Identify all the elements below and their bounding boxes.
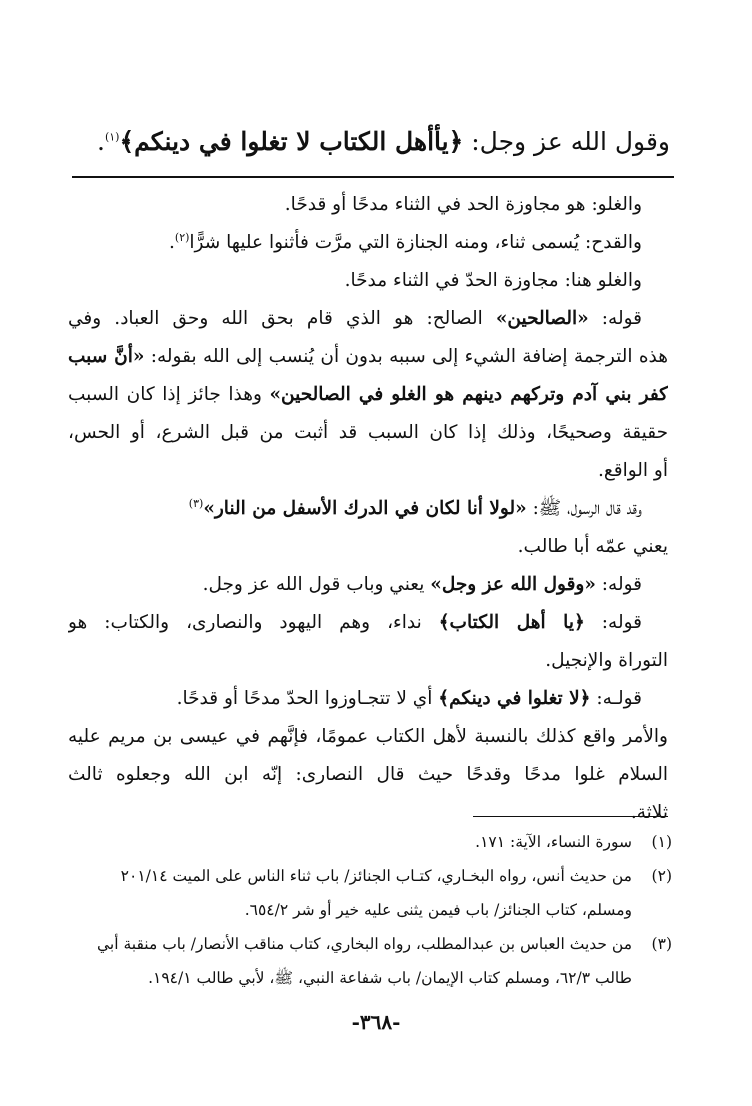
punctuation: .	[169, 232, 175, 253]
paragraph-line	[68, 566, 668, 604]
text-thalatha: ثلاثة.	[630, 802, 668, 823]
footnote-text: من حديث أنس، رواه البخـاري، كتـاب الجنائز/ باب ثناء الناس على الميت ٢٠١/١٤	[120, 867, 632, 885]
footnote-text: طالب ٦٢/٣، ومسلم كتاب الإيمان/ باب شفاعة النبي، ﷺ، لأبي طالب ١٩٤/١.	[148, 969, 632, 987]
paragraph-line	[68, 224, 668, 262]
text-rasul: وقد قال الرسول، ﷺ:	[526, 498, 642, 519]
footnote-2	[68, 859, 672, 893]
heading-lead: وقول الله عز وجل:	[463, 127, 670, 156]
heading-verse: ﴿يأأهل الكتاب لا تغلوا في دينكم﴾	[119, 127, 464, 156]
bold-quote-end: كفر بني آدم وتركهم دينهم هو الغلو في الصالحين»	[269, 384, 668, 405]
paragraph-line	[68, 338, 668, 376]
footnote-text: من حديث العباس بن عبدالمطلب، رواه البخاري، كتاب مناقب الأنصار/ باب منقبة أبي	[97, 935, 632, 953]
footnote-3	[68, 927, 672, 961]
bold-term-ahl-kitab: ﴿يا أهل الكتاب﴾	[438, 612, 585, 633]
text-abu-talib: يعني عمّه أبا طالب.	[517, 536, 668, 557]
paragraph-line	[68, 300, 668, 338]
footnote-2-cont	[68, 893, 672, 927]
text-tarjama: هذه الترجمة إضافة الشيء إلى سببه بدون أن يُنسب إلى الله بقوله:	[144, 346, 668, 367]
text-qawluh: قوله:	[584, 612, 642, 633]
paragraph-line	[68, 756, 668, 794]
bold-quote-start: «أنَّ سبب	[68, 346, 145, 367]
text-ghuluw-here: والغلو هنا: مجاوزة الحدّ في الثناء مدحًا.	[344, 270, 642, 291]
text-qawluh: قولـه:	[590, 688, 642, 709]
footnote-text: ومسلم، كتاب الجنائز/ باب فيمن يثنى عليه خير أو شر ٦٥٤/٢.	[244, 901, 632, 919]
text-tajawuz: أي لا تتجـاوزوا الحدّ مدحًا أو قدحًا.	[176, 688, 439, 709]
bold-term-la-taghlu: ﴿لا تغلوا في دينكم﴾	[438, 688, 591, 709]
heading-tail: .	[96, 127, 105, 156]
paragraph-line	[68, 718, 668, 756]
text-nida: نداء، وهم اليهود والنصارى، والكتاب: هو	[68, 612, 439, 633]
footnote-mark-3: (٣)	[188, 496, 204, 510]
footnote-text: سورة النساء، الآية: ١٧١.	[475, 833, 632, 851]
text-qadh-definition: والقدح: يُسمى ثناء، ومنه الجنازة التي مرَّت فأثنوا عليها شرًّا	[189, 232, 642, 253]
text-waqi: أو الواقع.	[598, 460, 668, 481]
paragraph-line	[68, 376, 668, 414]
paragraph-line	[68, 186, 668, 224]
footnote-mark-2: (٢)	[174, 230, 190, 244]
paragraph-line	[68, 528, 668, 566]
paragraph-line	[68, 262, 668, 300]
body-text	[68, 186, 668, 832]
bold-term-salihin: «الصالحين»	[495, 308, 589, 329]
bold-hadith: «لولا أنا لكان في الدرك الأسفل من النار»	[203, 498, 527, 519]
text-qawluh: قوله:	[595, 574, 642, 595]
heading-divider	[72, 176, 674, 178]
text-jaiz: وهذا جائز إذا كان السبب	[68, 384, 270, 405]
heading-line	[70, 122, 670, 162]
footnote-number: (٣)	[651, 935, 672, 953]
footnote-number: (١)	[651, 833, 672, 851]
page-number: -٣٦٨-	[351, 1010, 401, 1034]
text-haqiqa: حقيقة وصحيحًا، وذلك إذا كان السبب قد أثبت من قبل الشرع، أو الحس،	[68, 422, 668, 443]
paragraph-line	[68, 490, 668, 528]
footnote-divider	[473, 816, 668, 817]
text-qawluh: قوله:	[588, 308, 642, 329]
footnote-1	[68, 825, 672, 859]
paragraph-line	[68, 604, 668, 642]
footnote-3-cont	[68, 961, 672, 995]
text-salih-definition: الصالح: هو الذي قام بحق الله وحق العباد. وفي	[68, 308, 496, 329]
paragraph-line	[68, 680, 668, 718]
paragraph-line	[68, 642, 668, 680]
text-salam: السلام غلوا مدحًا وقدحًا حيث قال النصارى: إنّه ابن الله وجعلوه ثالث	[68, 764, 668, 785]
text-tawrat: التوراة والإنجيل.	[545, 650, 668, 671]
footnote-number: (٢)	[651, 867, 672, 885]
paragraph-line	[68, 414, 668, 452]
bold-term-qawl-allah: «وقول الله عز وجل»	[430, 574, 596, 595]
text-amr-waqi: والأمر واقع كذلك بالنسبة لأهل الكتاب عمومًا، فإنَّهم في عيسى بن مريم عليه	[68, 726, 668, 747]
footnote-mark-1: (١)	[104, 130, 120, 144]
paragraph-line	[68, 452, 668, 490]
footnotes	[68, 825, 672, 995]
text-ghuluw-definition: والغلو: هو مجاوزة الحد في الثناء مدحًا أو قدحًا.	[284, 194, 642, 215]
text-bab: يعني وباب قول الله عز وجل.	[202, 574, 431, 595]
